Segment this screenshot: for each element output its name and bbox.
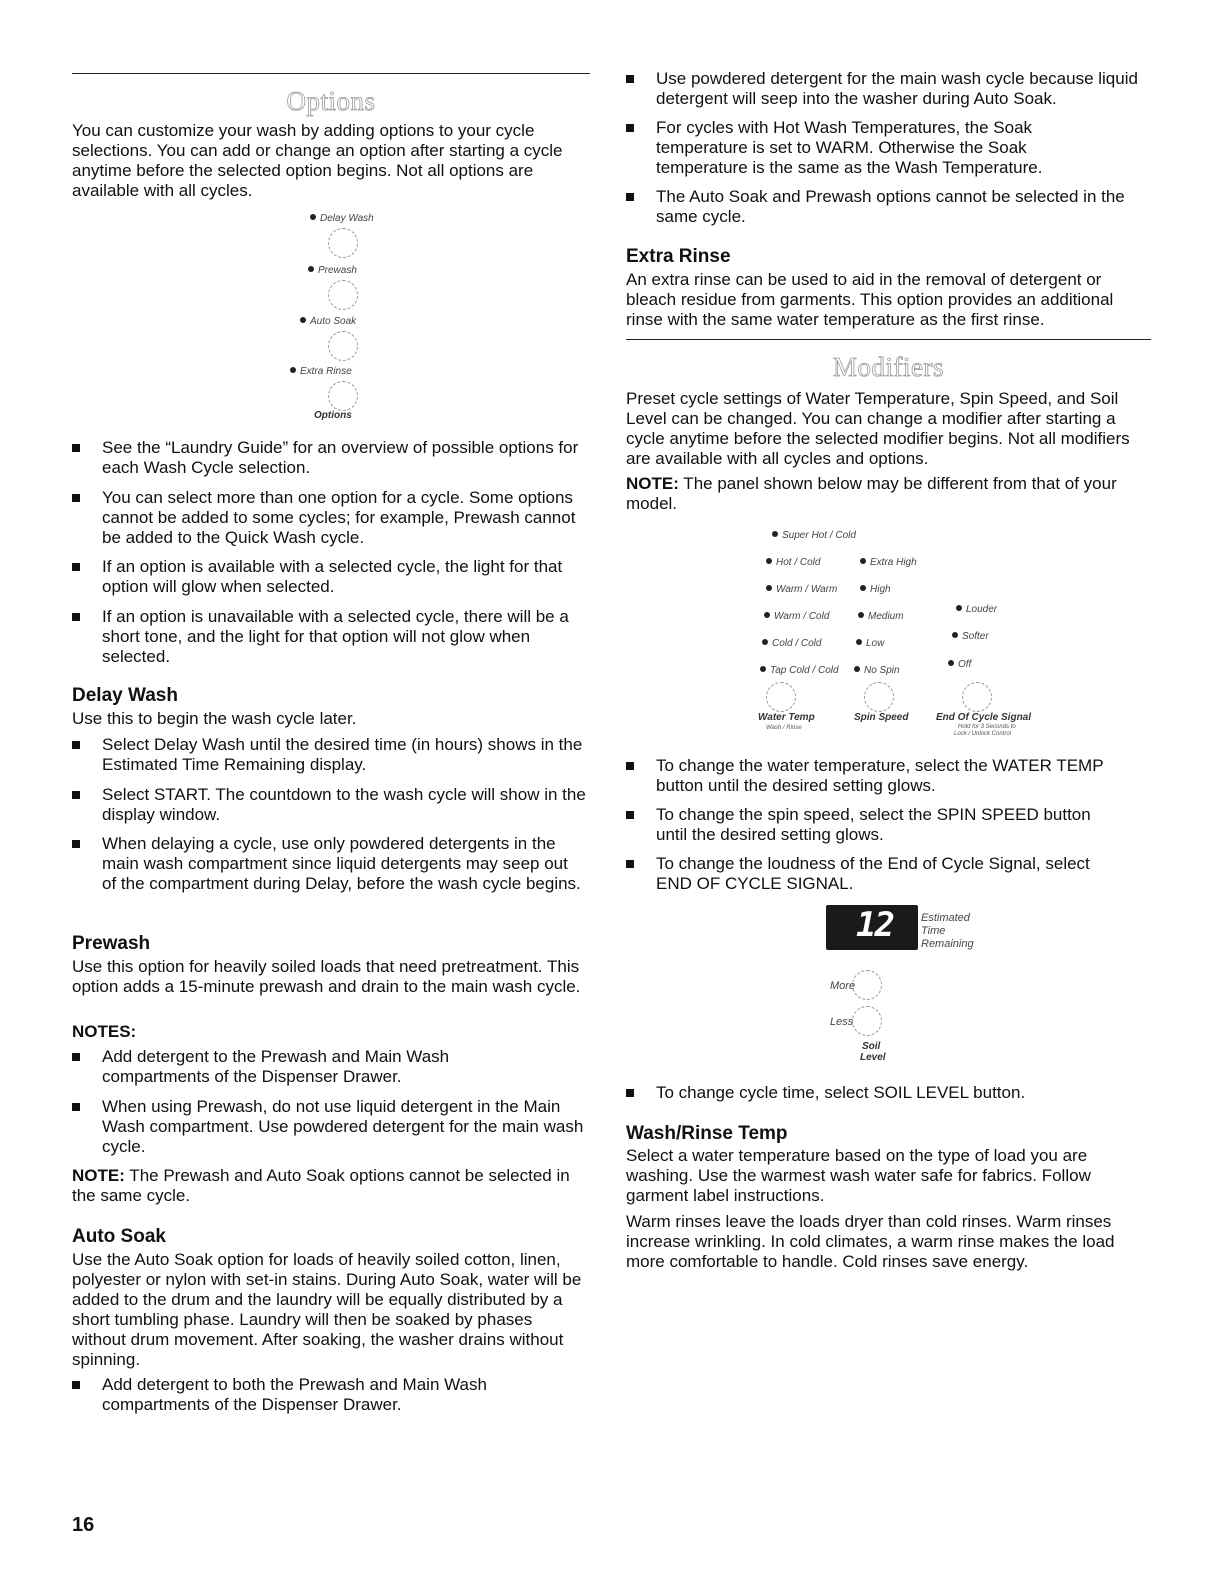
- spin-speed-button[interactable]: [864, 682, 894, 712]
- display-digits: 12: [856, 905, 893, 945]
- signal-louder: Louder: [956, 604, 997, 615]
- auto-soak-button[interactable]: [328, 331, 358, 361]
- water-temp-warm-cold: Warm / Cold: [764, 611, 829, 622]
- prewash-note: NOTE: The Prewash and Auto Soak options cannot be selected in the same cycle.: [72, 1166, 570, 1205]
- display-label-estimated: Estimated: [921, 912, 970, 924]
- water-temp-hot-cold: Hot / Cold: [766, 557, 820, 568]
- auto-soak-intro: Use the Auto Soak option for loads of heavily soiled cotton, linen, polyester or nylon with set-in stains. During Auto Soak, water will be added to the drum and the laundry will be equally distributed by a short tumbling phase. Laundry will then be soaked by phases without drum movement. After soaking, the washer drains without spinning.: [72, 1250, 582, 1369]
- modifiers-intro: Preset cycle settings of Water Temperature, Spin Speed, and Soil Level can be changed. You can change a modifier after starting a cycle anytime before the selected modifier begins. Not all modifiers are available with all cycles and options.: [626, 389, 1130, 468]
- delay-wash-heading: Delay Wash: [72, 685, 178, 706]
- modifiers-note: NOTE: The panel shown below may be different from that of your model.: [626, 474, 1117, 513]
- soil-more-label: More: [830, 980, 856, 992]
- spin-speed-caption: Spin Speed: [854, 712, 909, 723]
- delay-wash-intro: Use this to begin the wash cycle later.: [72, 709, 357, 728]
- extra-rinse-text: An extra rinse can be used to aid in the removal of detergent or bleach residue from garments. This option provides an additional rinse with the same water temperature as the first rinse.: [626, 270, 1114, 329]
- display-label-remaining: Remaining: [921, 938, 974, 950]
- delay-wash-button[interactable]: [328, 228, 358, 258]
- prewash-notes-label: NOTES:: [72, 1022, 137, 1041]
- extra-rinse-heading: Extra Rinse: [626, 246, 731, 267]
- prewash-label: Prewash: [308, 265, 357, 276]
- spin-no-spin: No Spin: [854, 665, 900, 676]
- soil-less-button[interactable]: [852, 1006, 882, 1036]
- water-temp-warm-warm: Warm / Warm: [766, 584, 837, 595]
- soil-less-label: Less: [830, 1016, 854, 1028]
- water-temp-sub: Wash / Rinse: [766, 725, 802, 731]
- prewash-heading: Prewash: [72, 933, 151, 954]
- water-temp-tap-cold-cold: Tap Cold / Cold: [760, 665, 839, 676]
- spin-high: High: [860, 584, 891, 595]
- spin-medium: Medium: [858, 611, 904, 622]
- water-temp-cold-cold: Cold / Cold: [762, 638, 821, 649]
- soil-caption-2: Level: [860, 1052, 886, 1063]
- page-number: 16: [72, 1514, 95, 1536]
- water-temp-button[interactable]: [766, 682, 796, 712]
- delay-wash-label: Delay Wash: [310, 213, 374, 224]
- signal-sub-2: Lock / Unlock Control: [954, 731, 1012, 737]
- display-label-time: Time: [921, 925, 946, 937]
- extra-rinse-label: Extra Rinse: [290, 366, 352, 377]
- options-panel-caption: Options: [314, 410, 352, 421]
- auto-soak-label: Auto Soak: [300, 316, 356, 327]
- signal-softer: Softer: [952, 631, 989, 642]
- prewash-intro: Use this option for heavily soiled loads that need pretreatment. This option adds a 15-minute prewash and drain to the main wash cycle.: [72, 957, 581, 996]
- wash-rinse-temp-heading: Wash/Rinse Temp: [626, 1123, 788, 1144]
- end-of-cycle-signal-button[interactable]: [962, 682, 992, 712]
- extra-rinse-button[interactable]: [328, 381, 358, 411]
- modifiers-title: Modifiers: [833, 352, 944, 382]
- signal-sub-1: Hold for 3 Seconds to: [958, 724, 1016, 730]
- prewash-button[interactable]: [328, 280, 358, 310]
- signal-off: Off: [948, 659, 971, 670]
- options-intro: You can customize your wash by adding options to your cycle selections. You can add or change an option after starting a cycle anytime before the selected option begins. Not all options are available with all cycles.: [72, 121, 563, 200]
- options-top-rule: [72, 73, 590, 74]
- auto-soak-heading: Auto Soak: [72, 1226, 166, 1247]
- wash-rinse-temp-para-2: Warm rinses leave the loads dryer than cold rinses. Warm rinses increase wrinkling. In cold climates, a warm rinse makes the load more comfortable to handle. Cold rinses save energy.: [626, 1212, 1115, 1271]
- wash-rinse-temp-para-1: Select a water temperature based on the type of load you are washing. Use the warmest wash water safe for fabrics. Follow garment label instructions.: [626, 1146, 1091, 1205]
- water-temp-caption: Water Temp: [758, 712, 815, 723]
- water-temp-super-hot-cold: Super Hot / Cold: [772, 530, 856, 541]
- soil-more-button[interactable]: [852, 970, 882, 1000]
- options-title: Options: [286, 86, 376, 116]
- soil-caption-1: Soil: [862, 1041, 881, 1052]
- modifiers-top-rule: [626, 339, 1151, 340]
- spin-extra-high: Extra High: [860, 557, 917, 568]
- spin-low: Low: [856, 638, 884, 649]
- signal-caption: End Of Cycle Signal: [936, 712, 1032, 723]
